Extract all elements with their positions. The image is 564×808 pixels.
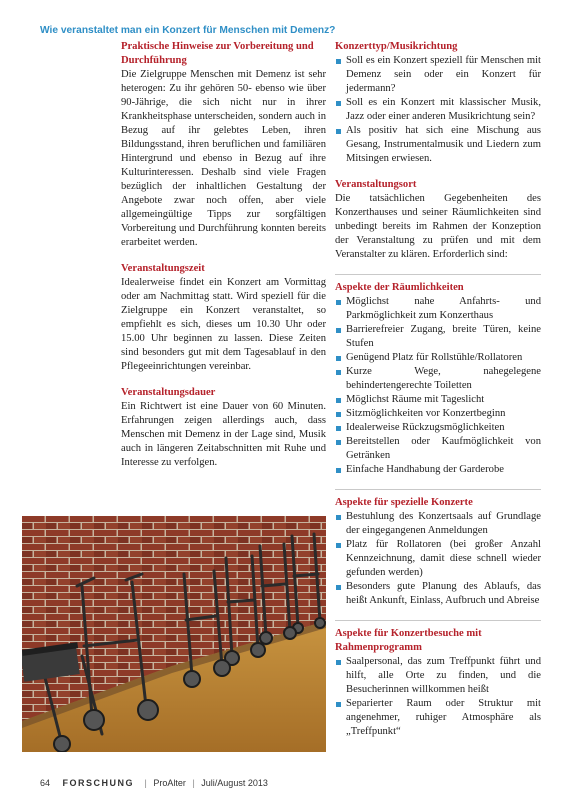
section-text-zeit: Idealerweise findet ein Konzert am Vormittag oder am Nachmittag statt. Wird speziell für die Zielgruppe ein Konzert veranstaltet, so empfiehlt es sich, dieses um 10.30 Uhr oder 15.00 Uhr beginnen zu lassen. Diese Zeiten sind besonders gut mit dem Tagesablauf in den Pflegeeinrichtungen vereinbar. bbox=[121, 277, 326, 372]
section-intro bbox=[121, 40, 326, 250]
section-label: FORSCHUNG bbox=[62, 778, 135, 788]
section-text-intro: Die Zielgruppe Menschen mit Demenz ist sehr heterogen: Zu ihr gehören 50- ebenso wie über 90-Jährige, die sich nicht nur in ihrer Krankheitsphase unterscheiden, sondern auch in Bezug auf ihr gelebtes Leben, ihren Bildungsstand, ihren beruflichen und familiären Hintergrund und ebenso in Bezug auf ihre Kulturinteressen. Deshalb sind viele Fragen bezüglich der inhaltlichen Gestaltung der Angebote zwar noch offen, aber viele allgemeingültige Tipps zur sorgfältigen Vorbereitung und Durchführung konnten bereits erarbeitet werden. bbox=[121, 69, 326, 248]
rollator-photo bbox=[22, 516, 326, 752]
list-item: Möglichst nahe Anfahrts- und Parkmöglichkeit zum Konzerthaus bbox=[335, 295, 541, 323]
list-item: Saalpersonal, das zum Treffpunkt führt und hilft, alle Orte zu finden, und die Besucherinnen willkommen heißt bbox=[335, 655, 541, 697]
page-number: 64 bbox=[40, 778, 51, 788]
list-item: Besonders gute Planung des Ablaufs, das heißt Ankunft, Einlass, Aufbruch und Abreise bbox=[335, 580, 541, 608]
list-item: Platz für Rollatoren (bei großer Anzahl Kennzeichnung, damit diese schnell wieder gefunden werden) bbox=[335, 538, 541, 580]
section-title-raum: Aspekte der Räumlichkeiten bbox=[335, 282, 464, 293]
list-item: Genügend Platz für Rollstühle/Rollatoren bbox=[335, 351, 541, 365]
section-dauer bbox=[121, 386, 326, 470]
list-item: Idealerweise Rückzugsmöglichkeiten bbox=[335, 421, 541, 435]
divider: | bbox=[144, 778, 147, 788]
list-item: Möglichst Räume mit Tageslicht bbox=[335, 393, 541, 407]
section-title-ort: Veranstaltungsort bbox=[335, 179, 417, 190]
list-item: Bereitstellen oder Kaufmöglichkeit von Getränken bbox=[335, 435, 541, 463]
section-text-dauer: Ein Richtwert ist eine Dauer von 60 Minuten. Erfahrungen zeigen allerdings auch, dass Menschen mit Demenz in der Lage sind, Musik auch in längeren Zeitabschnitten mit Ruhe und Interesse zu verfolgen. bbox=[121, 401, 326, 468]
list-item: Separierter Raum oder Struktur mit angenehmer, ruhiger Atmosphäre als „Treffpunkt“ bbox=[335, 697, 541, 739]
page-footer bbox=[40, 778, 440, 788]
section-besucher bbox=[335, 620, 541, 739]
section-raum bbox=[335, 274, 541, 477]
section-title-zeit: Veranstaltungszeit bbox=[121, 263, 205, 274]
list-item: Barrierefreier Zugang, breite Türen, keine Stufen bbox=[335, 323, 541, 351]
list-typ bbox=[335, 54, 541, 166]
list-item: Einfache Handhabung der Garderobe bbox=[335, 463, 541, 477]
divider bbox=[335, 274, 541, 275]
section-title-intro: Praktische Hinweise zur Vorbereitung und Durchführung bbox=[121, 41, 314, 66]
list-raum bbox=[335, 295, 541, 477]
section-title-typ: Konzerttyp/Musikrichtung bbox=[335, 41, 458, 52]
section-zeit bbox=[121, 262, 326, 374]
section-speziell bbox=[335, 489, 541, 608]
article-headline: Wie veranstaltet man ein Konzert für Menschen mit Demenz? bbox=[40, 25, 336, 36]
list-item: Bestuhlung des Konzertsaals auf Grundlage der eingegangenen Anmeldungen bbox=[335, 510, 541, 538]
divider: | bbox=[192, 778, 195, 788]
divider bbox=[335, 489, 541, 490]
divider bbox=[335, 620, 541, 621]
list-item: Kurze Wege, nahegelegene behindertengerechte Toiletten bbox=[335, 365, 541, 393]
section-title-besucher: Aspekte für Konzertbesuche mit Rahmenprogramm bbox=[335, 628, 482, 653]
magazine-name: ProAlter bbox=[153, 778, 186, 788]
list-speziell bbox=[335, 510, 541, 608]
list-item: Soll es ein Konzert mit klassischer Musik, Jazz oder einer anderen Musikrichtung sein? bbox=[335, 96, 541, 124]
right-column bbox=[335, 40, 541, 751]
section-title-speziell: Aspekte für spezielle Konzerte bbox=[335, 497, 473, 508]
list-besucher bbox=[335, 655, 541, 739]
list-item: Soll es ein Konzert speziell für Menschen mit Demenz sein oder ein Konzert für jedermann? bbox=[335, 54, 541, 96]
section-title-dauer: Veranstaltungsdauer bbox=[121, 387, 216, 398]
issue-date: Juli/August 2013 bbox=[201, 778, 268, 788]
section-text-ort: Die tatsächlichen Gegebenheiten des Konzerthauses und seiner Räumlichkeiten sind unbedingt bereits im Rahmen der Konzeption der Veranstaltung zu prüfen und mit dem Veranstalter zu klären. Erforderlich sind: bbox=[335, 193, 541, 260]
section-ort bbox=[335, 178, 541, 262]
left-column bbox=[121, 40, 326, 482]
list-item: Sitzmöglichkeiten vor Konzertbeginn bbox=[335, 407, 541, 421]
list-item: Als positiv hat sich eine Mischung aus Gesang, Instrumentalmusik und Liedern zum Mitsingen erwiesen. bbox=[335, 124, 541, 166]
section-typ bbox=[335, 40, 541, 166]
